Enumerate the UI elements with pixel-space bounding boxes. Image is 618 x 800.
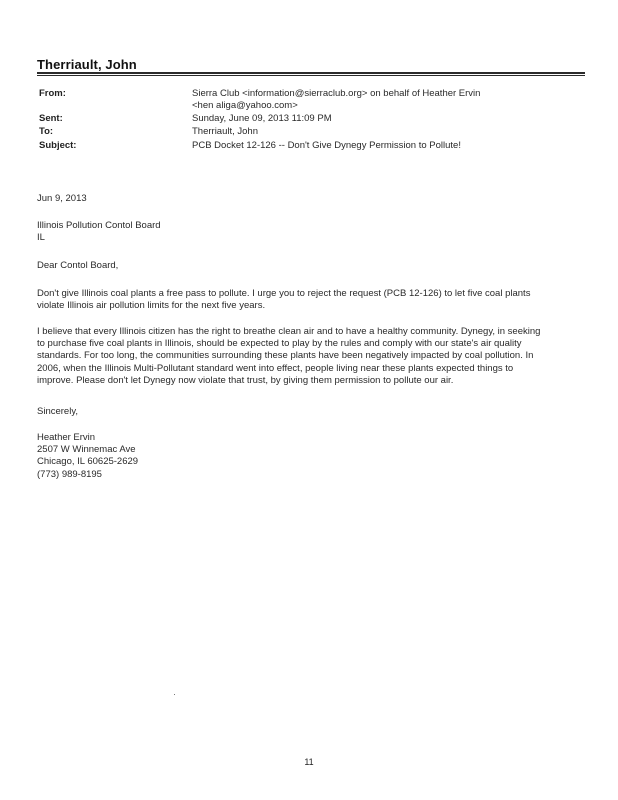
to-label: To: — [39, 126, 54, 137]
subject-value: PCB Docket 12-126 -- Don't Give Dynegy Permission to Pollute! — [192, 140, 461, 151]
paragraph-line: I believe that every Illinois citizen has the right to breathe clean air and to have a healthy community. Dynegy, in seeking — [37, 326, 541, 337]
paragraph-line: violate Illinois air pollution limits for the next five years. — [37, 300, 266, 312]
sender-address-line: 2507 W Winnemac Ave — [37, 444, 136, 456]
sender-signature-block — [37, 432, 587, 481]
subject-label: Subject: — [39, 140, 77, 151]
message-date: Jun 9, 2013 — [37, 193, 87, 204]
page-number: 11 — [304, 757, 314, 767]
sent-label: Sent: — [39, 113, 63, 124]
from-value-line2: <hen aliga@yahoo.com> — [192, 100, 298, 111]
from-value-line1: Sierra Club <information@sierraclub.org> on behalf of Heather Ervin — [192, 88, 481, 99]
sender-name: Heather Ervin — [37, 432, 96, 443]
paragraph-line: to purchase five coal plants in Illinois, should be expected to play by the rules and comply with our state's air quality — [37, 338, 522, 350]
paragraph-line: Don't give Illinois coal plants a free pass to pollute. I urge you to reject the request (PCB 12-126) to let five coal plants — [37, 288, 531, 299]
recipient-line: IL — [37, 232, 45, 244]
recipient-line: Illinois Pollution Contol Board — [37, 220, 161, 231]
to-value: Therriault, John — [192, 126, 259, 137]
sent-value: Sunday, June 09, 2013 11:09 PM — [192, 113, 332, 124]
sender-phone: (773) 989-8195 — [37, 468, 102, 480]
sender-address-line: Chicago, IL 60625-2629 — [37, 456, 139, 468]
paragraph-line: 2006, when the Illinois Multi-Pollutant standard went into effect, people living near these plants expected things to — [37, 362, 514, 374]
paragraph-line: standards. For too long, the communities surrounding these plants have been negatively impacted by coal pollution. In — [37, 350, 534, 362]
closing: Sincerely, — [37, 406, 79, 417]
paragraph-1 — [37, 288, 587, 312]
paragraph-2 — [37, 326, 587, 387]
from-label: From: — [39, 88, 66, 99]
mailbox-owner-name: Therriault, John — [37, 57, 137, 72]
scan-speck — [174, 694, 175, 695]
header-divider — [37, 72, 585, 76]
salutation: Dear Contol Board, — [37, 260, 119, 271]
paragraph-line: improve. Please don't let Dynegy now violate that trust, by giving them permission to pollute our air. — [37, 374, 454, 386]
recipient-block — [37, 220, 587, 244]
